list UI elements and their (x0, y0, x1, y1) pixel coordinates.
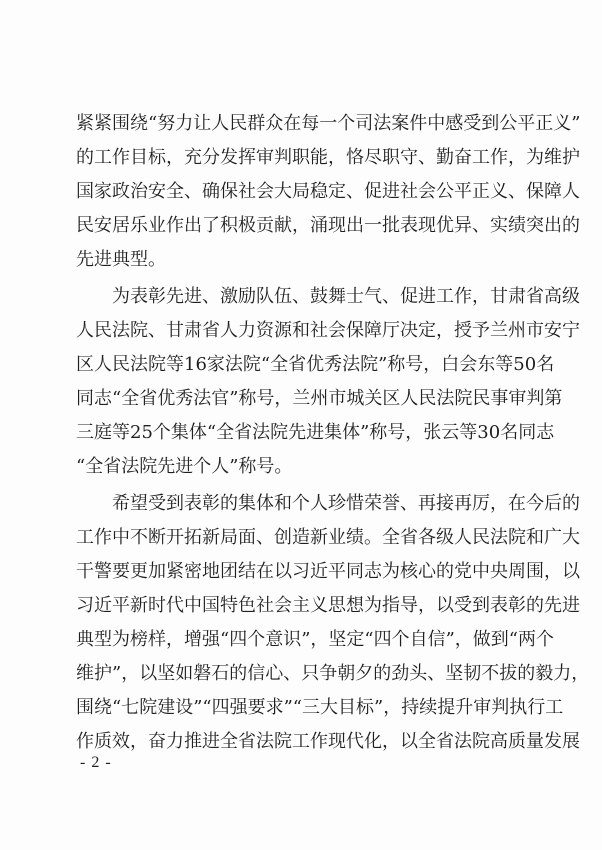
text-line: 民安居乐业作出了积极贡献，涌现出一批表现优异、实绩突出的 (76, 215, 580, 236)
text-line: 区人民法院等16家法院“全省优秀法院”称号，白会东等50名 (76, 354, 555, 375)
text-line: 先进典型。 (76, 249, 166, 270)
text-line: 习近平新时代中国特色社会主义思想为指导，以受到表彰的先进 (76, 595, 580, 616)
text-line: 的工作目标，充分发挥审判职能，恪尽职守、勤奋工作，为维护 (76, 147, 580, 168)
text-line: 国家政治安全、确保社会大局稳定、促进社会公平正义、保障人 (76, 181, 580, 202)
text-line: 紧紧围绕“努力让人民群众在每一个司法案件中感受到公平正义” (76, 113, 581, 134)
document-body (76, 112, 590, 764)
text-line: 工作中不断开拓新局面、创造新业绩。全省各级人民法院和广大 (76, 527, 580, 548)
text-line: 为表彰先进、激励队伍、鼓舞士气、促进工作，甘肃省高级 (112, 286, 580, 307)
text-line: “全省法院先进个人”称号。 (76, 456, 293, 477)
text-line: 同志“全省优秀法官”称号，兰州市城关区人民法院民事审判第 (76, 388, 563, 409)
paragraph-1 (76, 112, 581, 271)
text-line: 希望受到表彰的集体和个人珍惜荣誉、再接再厉，在今后的 (112, 493, 580, 514)
text-line: 三庭等25个集体“全省法院先进集体”称号，张云等30名同志 (76, 422, 555, 443)
paragraph-2 (76, 285, 580, 478)
text-line: 维护”，以坚如磐石的信心、只争朝夕的劲头、坚韧不拔的毅力， (76, 663, 590, 684)
page-number: - 2 - (80, 754, 112, 771)
text-line: 典型为榜样，增强“四个意识”，坚定“四个自信”，做到“两个 (76, 629, 555, 650)
text-line: 作质效，奋力推进全省法院工作现代化，以全省法院高质量发展 (76, 731, 580, 752)
text-line: 人民法院、甘肃省人力资源和社会保障厅决定，授予兰州市安宁 (76, 320, 580, 341)
text-line: 围绕“七院建设”“四强要求”“三大目标”，持续提升审判执行工 (76, 697, 564, 718)
paragraph-3 (76, 492, 590, 753)
text-line: 干警要更加紧密地团结在以习近平同志为核心的党中央周围，以 (76, 561, 580, 582)
